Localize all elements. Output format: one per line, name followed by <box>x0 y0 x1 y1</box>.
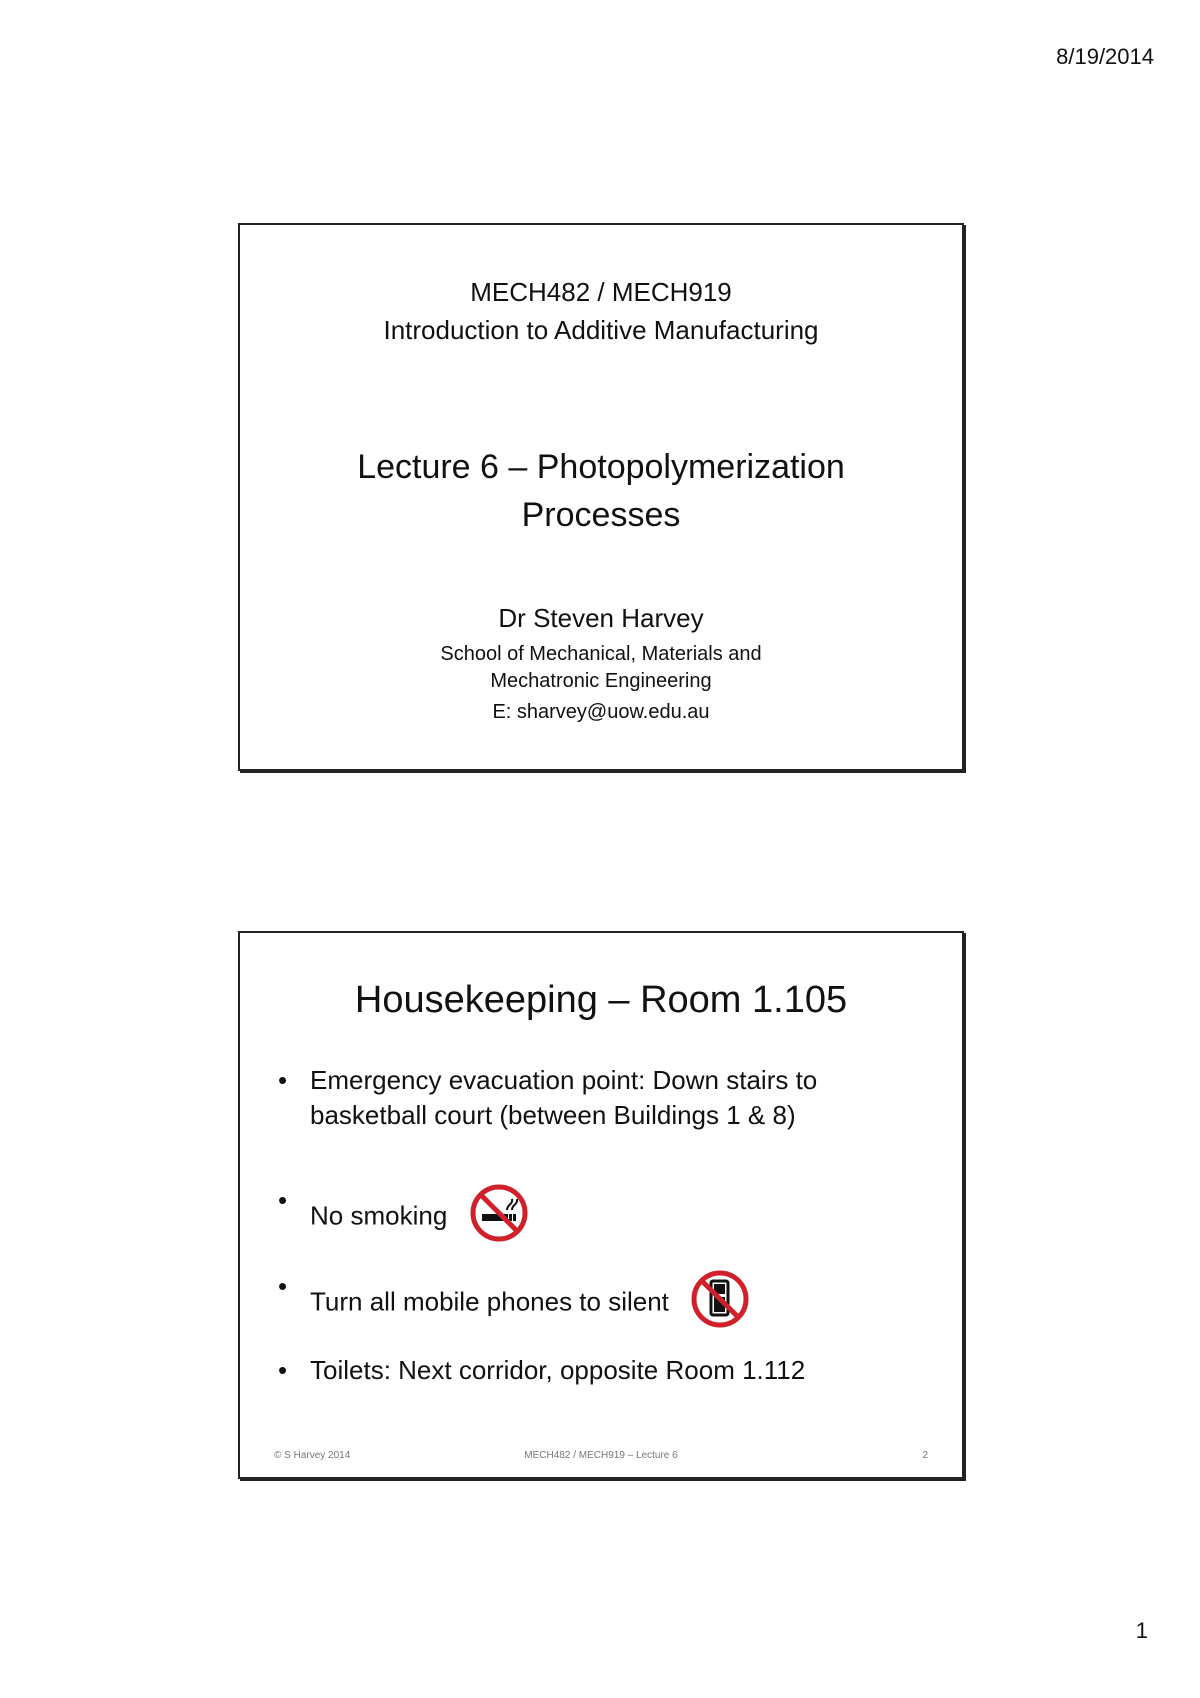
footer-course: MECH482 / MECH919 – Lecture 6 <box>524 1450 678 1461</box>
lecture-title-line-1: Lecture 6 – Photopolymerization <box>357 448 845 486</box>
school-name <box>360 641 842 695</box>
school-line-1: School of Mechanical, Materials and <box>440 643 762 665</box>
bullet-item <box>278 1269 932 1338</box>
slide-title: Housekeeping – Room 1.105 <box>354 979 848 1021</box>
bullet-item <box>278 1063 932 1133</box>
page-date: 8/19/2014 <box>1056 44 1154 69</box>
bullet-text: Turn all mobile phones to silent <box>310 1286 669 1317</box>
footer-copyright: © S Harvey 2014 <box>274 1450 351 1461</box>
no-smoking-icon <box>469 1183 529 1252</box>
bullet-text: Emergency evacuation point: Down stairs to basketball court (between Buildings 1 & 8) <box>310 1065 818 1130</box>
bullet-line <box>310 1183 932 1252</box>
lecture-title-line-2: Processes <box>521 496 681 534</box>
bullet-text: Toilets: Next corridor, opposite Room 1.112 <box>310 1355 806 1385</box>
lecturer-name: Dr Steven Harvey <box>498 603 704 633</box>
footer-slide-number: 2 <box>922 1450 928 1461</box>
title-slide <box>238 223 964 771</box>
lecturer-email: E: sharvey@uow.edu.au <box>492 701 710 723</box>
bullet-text: No smoking <box>310 1200 448 1231</box>
bullet-item <box>278 1353 932 1388</box>
school-line-2: Mechatronic Engineering <box>490 670 712 692</box>
no-mobile-phone-icon <box>690 1269 750 1338</box>
bullet-marker: • <box>278 1065 288 1095</box>
housekeeping-slide <box>238 931 964 1479</box>
course-code: MECH482 / MECH919 <box>470 277 732 307</box>
bullet-marker: • <box>278 1271 288 1301</box>
bullet-marker: • <box>278 1355 288 1385</box>
bullet-marker: • <box>278 1185 288 1215</box>
page-number: 1 <box>1135 1618 1148 1643</box>
course-name: Introduction to Additive Manufacturing <box>383 315 819 345</box>
lecture-title <box>240 443 962 539</box>
bullet-item <box>278 1183 932 1252</box>
bullet-line <box>310 1269 932 1338</box>
